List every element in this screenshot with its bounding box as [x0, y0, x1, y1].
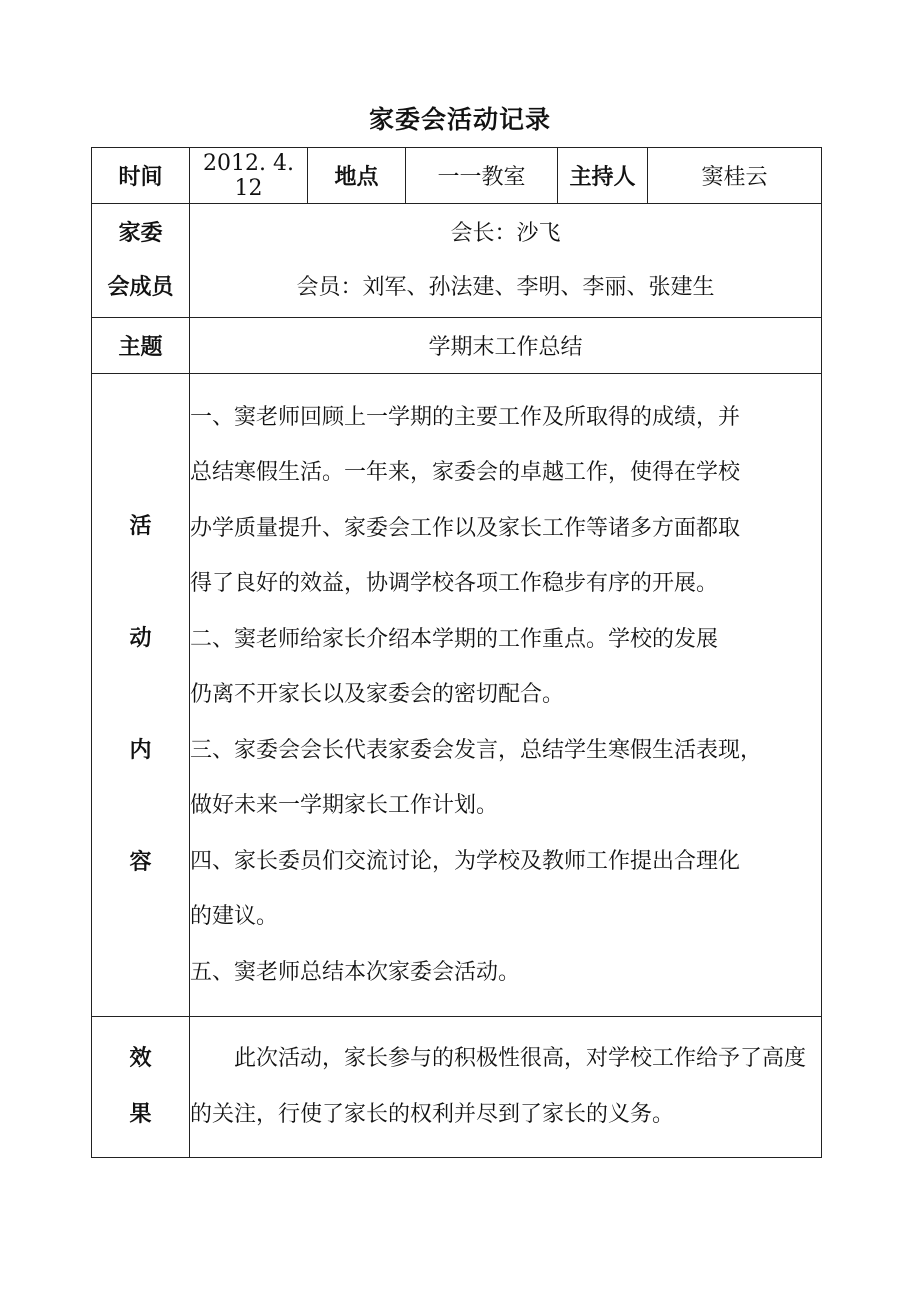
theme-value: 学期末工作总结: [190, 318, 822, 374]
theme-row: [92, 318, 822, 374]
activity-content: [190, 374, 822, 1017]
activity-line: 五、窦老师总结本次家委会活动。: [190, 959, 521, 985]
header-row: [92, 148, 822, 204]
members-line: 会员：刘军、孙法建、李明、李丽、张建生: [296, 274, 715, 300]
activity-line: 的建议。: [190, 904, 279, 930]
activity-label-char: 动: [129, 626, 152, 651]
members-label-line2: 会成员: [107, 274, 174, 300]
activity-line: 二、窦老师给家长介绍本学期的工作重点。学校的发展: [190, 626, 719, 652]
effect-content: [190, 1017, 822, 1158]
activity-record-table: [91, 147, 822, 1158]
host-value: 窦桂云: [648, 148, 822, 204]
members-label: [92, 204, 190, 318]
activity-label-char: 内: [129, 738, 152, 763]
activity-label: [92, 374, 190, 1017]
activity-line: 三、家委会会长代表家委会发言，总结学生寒假生活表现，: [190, 737, 763, 763]
activity-line: 总结寒假生活。一年来，家委会的卓越工作，使得在学校: [190, 460, 741, 486]
activity-label-char: 容: [129, 850, 152, 875]
members-row: [92, 204, 822, 318]
effect-text: 此次活动，家长参与的积极性很高，对学校工作给予了高度的关注，行使了家长的权利并尽到了家长的义务。: [190, 1046, 807, 1127]
place-value: 一一教室: [406, 148, 558, 204]
effect-label-char: 果: [129, 1102, 152, 1127]
effect-label-char: 效: [129, 1046, 152, 1071]
host-label: 主持人: [558, 148, 648, 204]
activity-line: 办学质量提升、家委会工作以及家长工作等诸多方面都取: [190, 515, 741, 541]
activity-row: [92, 374, 822, 1017]
time-label: 时间: [92, 148, 190, 204]
time-value: 2012. 4. 12: [190, 148, 308, 204]
activity-line: 四、家长委员们交流讨论，为学校及教师工作提出合理化: [190, 848, 741, 874]
activity-label-char: 活: [129, 514, 152, 539]
document-title: 家委会活动记录: [368, 105, 551, 134]
theme-label: 主题: [92, 318, 190, 374]
activity-line: 得了良好的效益，协调学校各项工作稳步有序的开展。: [190, 571, 719, 597]
activity-line: 仍离不开家长以及家委会的密切配合。: [190, 682, 565, 708]
activity-line: 一、窦老师回顾上一学期的主要工作及所取得的成绩，并: [190, 404, 741, 430]
members-label-line1: 家委: [118, 220, 163, 246]
effect-label: [92, 1017, 190, 1158]
place-label: 地点: [308, 148, 406, 204]
effect-row: [92, 1017, 822, 1158]
president-line: 会长：沙飞: [450, 220, 561, 246]
activity-line: 做好未来一学期家长工作计划。: [190, 793, 499, 819]
members-value: [190, 204, 822, 318]
